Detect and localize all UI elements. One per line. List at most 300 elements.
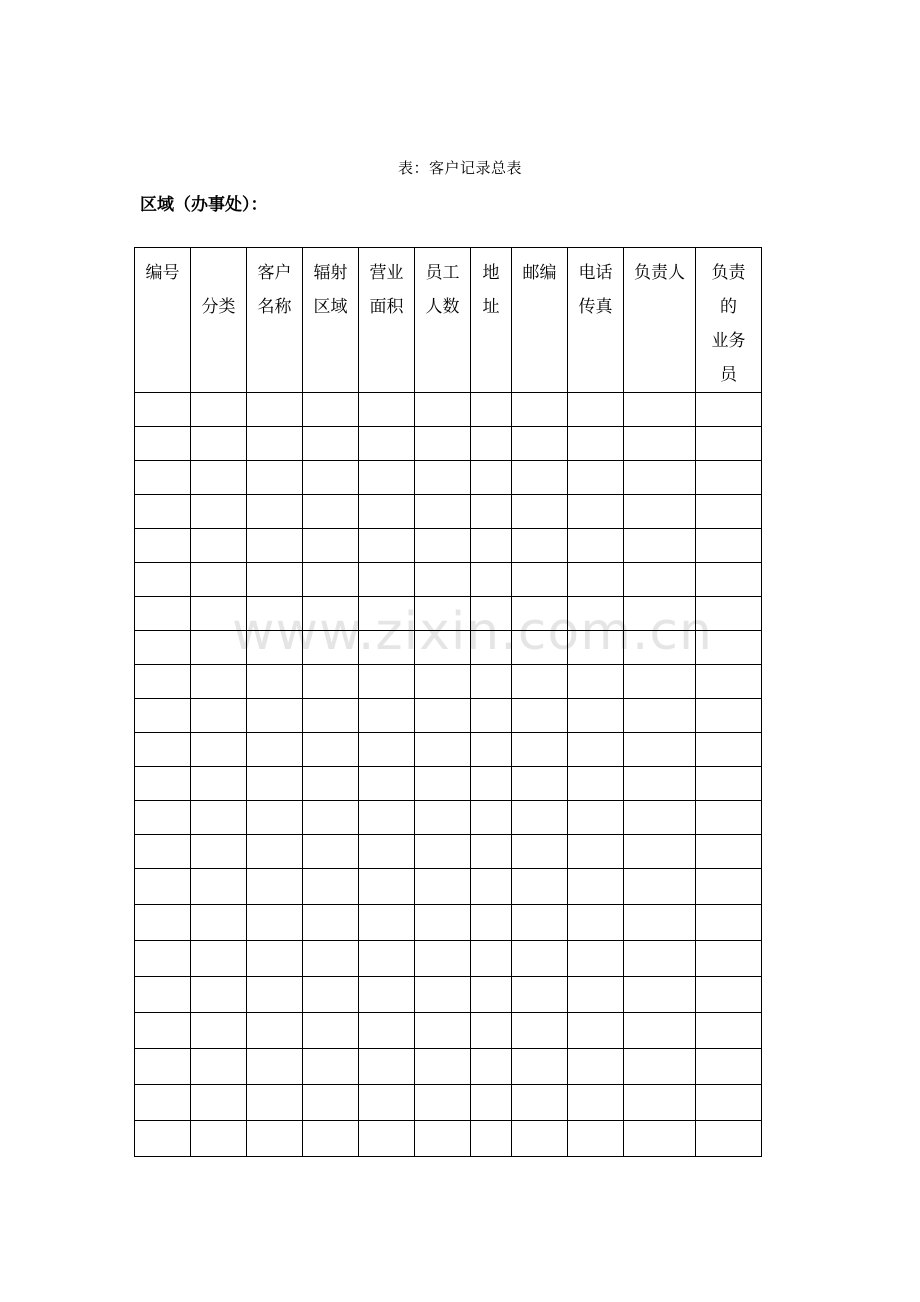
table-cell[interactable] xyxy=(191,941,247,977)
table-cell[interactable] xyxy=(135,597,191,631)
table-cell[interactable] xyxy=(415,427,471,461)
table-cell[interactable] xyxy=(696,427,762,461)
table-cell[interactable] xyxy=(359,767,415,801)
table-cell[interactable] xyxy=(471,801,512,835)
table-cell[interactable] xyxy=(568,1085,624,1121)
table-cell[interactable] xyxy=(568,461,624,495)
table-cell[interactable] xyxy=(512,631,568,665)
table-cell[interactable] xyxy=(303,835,359,869)
table-row xyxy=(135,941,762,977)
table-row xyxy=(135,905,762,941)
table-cell[interactable] xyxy=(135,941,191,977)
table-cell[interactable] xyxy=(471,869,512,905)
table-cell[interactable] xyxy=(624,1013,696,1049)
table-cell[interactable] xyxy=(359,1085,415,1121)
table-cell[interactable] xyxy=(568,835,624,869)
header-line: 邮编 xyxy=(522,263,557,283)
header-cell xyxy=(359,248,415,393)
table-cell[interactable] xyxy=(471,1013,512,1049)
table-cell[interactable] xyxy=(568,733,624,767)
table-cell[interactable] xyxy=(247,1013,303,1049)
table-cell[interactable] xyxy=(415,801,471,835)
header-cell xyxy=(191,248,247,393)
table-cell[interactable] xyxy=(512,767,568,801)
table-cell[interactable] xyxy=(696,393,762,427)
table-cell[interactable] xyxy=(471,393,512,427)
table-cell[interactable] xyxy=(135,905,191,941)
header-cell xyxy=(471,248,512,393)
header-cell xyxy=(624,248,696,393)
table-cell[interactable] xyxy=(247,941,303,977)
table-cell[interactable] xyxy=(624,905,696,941)
table-cell[interactable] xyxy=(624,699,696,733)
table-cell[interactable] xyxy=(191,461,247,495)
table-row xyxy=(135,665,762,699)
table-cell[interactable] xyxy=(415,1049,471,1085)
table-cell[interactable] xyxy=(471,835,512,869)
table-cell[interactable] xyxy=(135,393,191,427)
table-row xyxy=(135,1121,762,1157)
header-line: 分类 xyxy=(201,297,236,317)
table-cell[interactable] xyxy=(303,393,359,427)
table-cell[interactable] xyxy=(624,393,696,427)
table-cell[interactable] xyxy=(303,1013,359,1049)
table-cell[interactable] xyxy=(191,495,247,529)
header-line: 名称 xyxy=(257,297,292,317)
table-cell[interactable] xyxy=(191,427,247,461)
table-cell[interactable] xyxy=(696,563,762,597)
table-cell[interactable] xyxy=(135,977,191,1013)
table-cell[interactable] xyxy=(471,495,512,529)
table-row xyxy=(135,427,762,461)
table-cell[interactable] xyxy=(568,495,624,529)
table-cell[interactable] xyxy=(135,801,191,835)
header-line xyxy=(191,256,246,290)
table-cell[interactable] xyxy=(624,801,696,835)
table-cell[interactable] xyxy=(303,495,359,529)
table-cell[interactable] xyxy=(471,767,512,801)
table-row xyxy=(135,977,762,1013)
table-cell[interactable] xyxy=(415,495,471,529)
table-row xyxy=(135,597,762,631)
table-cell[interactable] xyxy=(568,869,624,905)
table-cell[interactable] xyxy=(696,495,762,529)
table-cell[interactable] xyxy=(303,1049,359,1085)
header-line: 传真 xyxy=(578,297,613,317)
table-cell[interactable] xyxy=(471,529,512,563)
header-line: 负责 xyxy=(711,263,746,283)
table-cell[interactable] xyxy=(471,665,512,699)
table-cell[interactable] xyxy=(191,977,247,1013)
table-cell[interactable] xyxy=(135,631,191,665)
table-cell[interactable] xyxy=(303,563,359,597)
table-cell[interactable] xyxy=(624,941,696,977)
table-cell[interactable] xyxy=(359,869,415,905)
table-cell[interactable] xyxy=(135,563,191,597)
table-cell[interactable] xyxy=(247,631,303,665)
table-cell[interactable] xyxy=(512,427,568,461)
table-cell[interactable] xyxy=(512,1013,568,1049)
table-cell[interactable] xyxy=(512,1085,568,1121)
table-cell[interactable] xyxy=(359,977,415,1013)
header-line: 营业 xyxy=(369,263,404,283)
table-row xyxy=(135,767,762,801)
table-cell[interactable] xyxy=(696,597,762,631)
table-cell[interactable] xyxy=(696,1121,762,1157)
table-cell[interactable] xyxy=(512,563,568,597)
table-caption: 表：客户记录总表 xyxy=(397,159,522,177)
table-cell[interactable] xyxy=(696,461,762,495)
header-line: 业务 xyxy=(711,331,746,351)
header-line: 辐射 xyxy=(313,263,348,283)
table-cell[interactable] xyxy=(471,1049,512,1085)
table-cell[interactable] xyxy=(415,733,471,767)
table-cell[interactable] xyxy=(135,495,191,529)
table-cell[interactable] xyxy=(512,699,568,733)
table-cell[interactable] xyxy=(191,529,247,563)
table-cell[interactable] xyxy=(512,1049,568,1085)
table-cell[interactable] xyxy=(568,597,624,631)
table-cell[interactable] xyxy=(568,905,624,941)
table-cell[interactable] xyxy=(247,529,303,563)
customer-record-table xyxy=(134,247,762,1157)
table-cell[interactable] xyxy=(415,835,471,869)
table-cell[interactable] xyxy=(191,835,247,869)
table-cell[interactable] xyxy=(471,1121,512,1157)
table-cell[interactable] xyxy=(359,597,415,631)
table-cell[interactable] xyxy=(191,597,247,631)
table-cell[interactable] xyxy=(624,563,696,597)
table-cell[interactable] xyxy=(568,801,624,835)
table-cell[interactable] xyxy=(624,1049,696,1085)
header-cell xyxy=(247,248,303,393)
table-cell[interactable] xyxy=(568,699,624,733)
table-cell[interactable] xyxy=(359,495,415,529)
table-cell[interactable] xyxy=(624,835,696,869)
table-cell[interactable] xyxy=(247,977,303,1013)
table-cell[interactable] xyxy=(303,1121,359,1157)
table-cell[interactable] xyxy=(135,427,191,461)
table-cell[interactable] xyxy=(135,529,191,563)
header-line: 员工 xyxy=(425,263,460,283)
table-cell[interactable] xyxy=(624,461,696,495)
table-cell[interactable] xyxy=(415,563,471,597)
table-cell[interactable] xyxy=(415,767,471,801)
table-cell[interactable] xyxy=(415,665,471,699)
table-cell[interactable] xyxy=(512,733,568,767)
table-cell[interactable] xyxy=(191,801,247,835)
table-cell[interactable] xyxy=(135,1013,191,1049)
table-cell[interactable] xyxy=(568,529,624,563)
table-cell[interactable] xyxy=(135,869,191,905)
table-cell[interactable] xyxy=(512,905,568,941)
table-cell[interactable] xyxy=(247,733,303,767)
table-cell[interactable] xyxy=(512,869,568,905)
table-cell[interactable] xyxy=(135,1121,191,1157)
table-cell[interactable] xyxy=(303,665,359,699)
table-cell[interactable] xyxy=(512,393,568,427)
table-row xyxy=(135,495,762,529)
table-row xyxy=(135,733,762,767)
table-cell[interactable] xyxy=(359,1049,415,1085)
table-cell[interactable] xyxy=(359,941,415,977)
table-cell[interactable] xyxy=(696,835,762,869)
header-cell xyxy=(512,248,568,393)
table-cell[interactable] xyxy=(624,1085,696,1121)
table-cell[interactable] xyxy=(471,461,512,495)
header-cell xyxy=(135,248,191,393)
table-cell[interactable] xyxy=(696,631,762,665)
table-cell[interactable] xyxy=(624,631,696,665)
table-cell[interactable] xyxy=(247,699,303,733)
table-cell[interactable] xyxy=(568,393,624,427)
table-cell[interactable] xyxy=(696,767,762,801)
table-cell[interactable] xyxy=(696,1085,762,1121)
header-cell xyxy=(568,248,624,393)
table-cell[interactable] xyxy=(303,977,359,1013)
table-cell[interactable] xyxy=(415,1085,471,1121)
table-cell[interactable] xyxy=(135,835,191,869)
table-cell[interactable] xyxy=(568,665,624,699)
table-cell[interactable] xyxy=(247,1049,303,1085)
table-cell[interactable] xyxy=(191,1049,247,1085)
table-cell[interactable] xyxy=(303,733,359,767)
header-row xyxy=(135,248,762,393)
table-cell[interactable] xyxy=(568,767,624,801)
table-cell[interactable] xyxy=(303,461,359,495)
table-cell[interactable] xyxy=(247,563,303,597)
table-cell[interactable] xyxy=(135,733,191,767)
table-cell[interactable] xyxy=(696,529,762,563)
table-cell[interactable] xyxy=(359,733,415,767)
table-cell[interactable] xyxy=(359,1013,415,1049)
table-cell[interactable] xyxy=(512,941,568,977)
table-cell[interactable] xyxy=(568,1121,624,1157)
table-cell[interactable] xyxy=(359,529,415,563)
table-cell[interactable] xyxy=(359,1121,415,1157)
table-cell[interactable] xyxy=(568,563,624,597)
header-line: 编号 xyxy=(145,263,180,283)
table-cell[interactable] xyxy=(191,905,247,941)
table-cell[interactable] xyxy=(415,1013,471,1049)
table-cell[interactable] xyxy=(624,1121,696,1157)
table-cell[interactable] xyxy=(415,905,471,941)
table-cell[interactable] xyxy=(303,597,359,631)
table-cell[interactable] xyxy=(135,1049,191,1085)
table-row xyxy=(135,801,762,835)
table-cell[interactable] xyxy=(247,427,303,461)
table-cell[interactable] xyxy=(415,529,471,563)
header-line: 电话 xyxy=(578,263,613,283)
table-cell[interactable] xyxy=(191,767,247,801)
header-line: 面积 xyxy=(369,297,404,317)
table-cell[interactable] xyxy=(191,393,247,427)
table-row xyxy=(135,1049,762,1085)
table-cell[interactable] xyxy=(624,529,696,563)
table-cell[interactable] xyxy=(512,461,568,495)
watermark: www.zixin.com.cn xyxy=(232,602,713,662)
table-cell[interactable] xyxy=(191,1085,247,1121)
table-cell[interactable] xyxy=(247,905,303,941)
table-cell[interactable] xyxy=(415,631,471,665)
table-cell[interactable] xyxy=(512,801,568,835)
table-cell[interactable] xyxy=(359,563,415,597)
table-cell[interactable] xyxy=(696,1049,762,1085)
table-cell[interactable] xyxy=(135,665,191,699)
table-cell[interactable] xyxy=(359,631,415,665)
table-cell[interactable] xyxy=(303,427,359,461)
table-cell[interactable] xyxy=(359,665,415,699)
table-cell[interactable] xyxy=(415,977,471,1013)
table-cell[interactable] xyxy=(624,733,696,767)
table-row xyxy=(135,1085,762,1121)
table-cell[interactable] xyxy=(247,1085,303,1121)
header-line: 员 xyxy=(720,365,737,385)
table-cell[interactable] xyxy=(303,767,359,801)
table-cell[interactable] xyxy=(303,941,359,977)
table-cell[interactable] xyxy=(696,941,762,977)
table-cell[interactable] xyxy=(696,905,762,941)
table-cell[interactable] xyxy=(247,461,303,495)
table-cell[interactable] xyxy=(696,801,762,835)
table-cell[interactable] xyxy=(512,495,568,529)
table-cell[interactable] xyxy=(191,1013,247,1049)
header-line: 地 xyxy=(482,263,500,283)
header-line: 负责人 xyxy=(634,263,685,283)
table-cell[interactable] xyxy=(191,869,247,905)
table-cell[interactable] xyxy=(471,597,512,631)
table-cell[interactable] xyxy=(303,1085,359,1121)
table-cell[interactable] xyxy=(247,597,303,631)
table-cell[interactable] xyxy=(415,869,471,905)
table-cell[interactable] xyxy=(415,393,471,427)
header-line: 址 xyxy=(482,297,500,317)
header-line: 客户 xyxy=(257,263,292,283)
table-cell[interactable] xyxy=(512,977,568,1013)
table-body xyxy=(135,393,762,1157)
table-row xyxy=(135,461,762,495)
table-cell[interactable] xyxy=(303,529,359,563)
table-cell[interactable] xyxy=(415,699,471,733)
table-cell[interactable] xyxy=(624,665,696,699)
table-cell[interactable] xyxy=(415,461,471,495)
table-cell[interactable] xyxy=(303,869,359,905)
table-row xyxy=(135,835,762,869)
table-cell[interactable] xyxy=(247,835,303,869)
table-cell[interactable] xyxy=(359,699,415,733)
table-cell[interactable] xyxy=(471,977,512,1013)
table-cell[interactable] xyxy=(135,767,191,801)
table-row xyxy=(135,699,762,733)
table-cell[interactable] xyxy=(471,1085,512,1121)
table-row xyxy=(135,869,762,905)
table-cell[interactable] xyxy=(191,1121,247,1157)
table-cell[interactable] xyxy=(696,665,762,699)
table-cell[interactable] xyxy=(247,801,303,835)
header-cell xyxy=(303,248,359,393)
table-cell[interactable] xyxy=(696,869,762,905)
table-cell[interactable] xyxy=(471,631,512,665)
table-cell[interactable] xyxy=(247,665,303,699)
header-line: 的 xyxy=(720,297,737,317)
table-cell[interactable] xyxy=(568,1049,624,1085)
table-cell[interactable] xyxy=(247,495,303,529)
table-cell[interactable] xyxy=(415,941,471,977)
table-cell[interactable] xyxy=(135,699,191,733)
table-cell[interactable] xyxy=(696,733,762,767)
table-cell[interactable] xyxy=(191,665,247,699)
table-cell[interactable] xyxy=(303,905,359,941)
table-cell[interactable] xyxy=(415,1121,471,1157)
table-cell[interactable] xyxy=(512,597,568,631)
table-cell[interactable] xyxy=(568,941,624,977)
table-cell[interactable] xyxy=(624,869,696,905)
table-cell[interactable] xyxy=(696,699,762,733)
header-cell xyxy=(696,248,762,393)
table-cell[interactable] xyxy=(512,1121,568,1157)
table-cell[interactable] xyxy=(568,1013,624,1049)
table-row xyxy=(135,529,762,563)
table-cell[interactable] xyxy=(191,699,247,733)
table-cell[interactable] xyxy=(359,461,415,495)
table-cell[interactable] xyxy=(359,427,415,461)
table-cell[interactable] xyxy=(135,1085,191,1121)
table-cell[interactable] xyxy=(247,393,303,427)
table-row xyxy=(135,1013,762,1049)
table-cell[interactable] xyxy=(191,563,247,597)
table-cell[interactable] xyxy=(512,665,568,699)
table-cell[interactable] xyxy=(624,977,696,1013)
table-cell[interactable] xyxy=(471,563,512,597)
region-label: 区域（办事处）： xyxy=(140,195,268,215)
table-cell[interactable] xyxy=(415,597,471,631)
table-cell[interactable] xyxy=(303,801,359,835)
table-cell[interactable] xyxy=(135,461,191,495)
table-cell[interactable] xyxy=(471,427,512,461)
table-cell[interactable] xyxy=(191,733,247,767)
table-row xyxy=(135,393,762,427)
table-cell[interactable] xyxy=(471,905,512,941)
table-cell[interactable] xyxy=(696,977,762,1013)
table-cell[interactable] xyxy=(359,835,415,869)
table-cell[interactable] xyxy=(303,699,359,733)
table-cell[interactable] xyxy=(471,733,512,767)
table-cell[interactable] xyxy=(247,767,303,801)
table-cell[interactable] xyxy=(359,393,415,427)
table-cell[interactable] xyxy=(303,631,359,665)
table-cell[interactable] xyxy=(624,495,696,529)
table-cell[interactable] xyxy=(624,597,696,631)
table-cell[interactable] xyxy=(359,801,415,835)
table-cell[interactable] xyxy=(624,427,696,461)
table-cell[interactable] xyxy=(247,1121,303,1157)
table-cell[interactable] xyxy=(512,835,568,869)
table-cell[interactable] xyxy=(247,869,303,905)
table-cell[interactable] xyxy=(568,977,624,1013)
table-cell[interactable] xyxy=(471,699,512,733)
table-cell[interactable] xyxy=(471,941,512,977)
table-cell[interactable] xyxy=(568,631,624,665)
header-line: 人数 xyxy=(425,297,460,317)
table-cell[interactable] xyxy=(568,427,624,461)
table-cell[interactable] xyxy=(696,1013,762,1049)
table-cell[interactable] xyxy=(191,631,247,665)
table-cell[interactable] xyxy=(359,905,415,941)
header-cell xyxy=(415,248,471,393)
table-cell[interactable] xyxy=(512,529,568,563)
table-cell[interactable] xyxy=(624,767,696,801)
header-line: 区域 xyxy=(313,297,348,317)
